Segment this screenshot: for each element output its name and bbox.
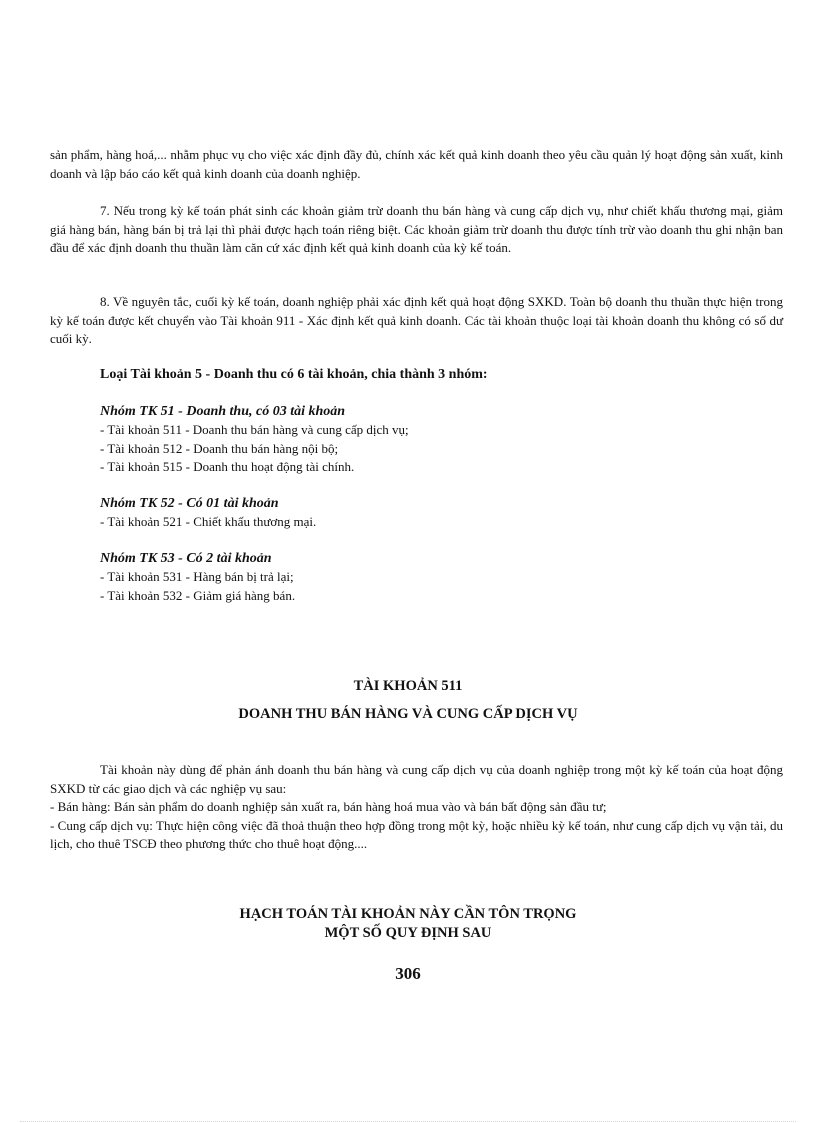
- group-item: - Tài khoản 511 - Doanh thu bán hàng và cung cấp dịch vụ;: [100, 422, 409, 438]
- group-item: - Tài khoản 515 - Doanh thu hoạt động tài chính.: [100, 458, 355, 474]
- paragraph-7-block: [50, 202, 783, 258]
- group-53: [100, 550, 790, 605]
- service-item: - Cung cấp dịch vụ: Thực hiện công việc đã thoả thuận theo hợp đồng trong một kỳ, hoặc nhiều kỳ kế toán, như cung cấp dịch vụ vận tải, du lịch, cho thuê TSCĐ theo phương thức cho thuê hoạt động....: [50, 817, 783, 851]
- group-item: - Tài khoản 521 - Chiết khấu thương mại.: [100, 514, 317, 530]
- account-description-block: [50, 761, 783, 854]
- group-item: - Tài khoản 531 - Hàng bán bị trả lại;: [100, 569, 294, 585]
- group-item: - Tài khoản 512 - Doanh thu bán hàng nội bộ;: [100, 440, 339, 456]
- group-item: - Tài khoản 532 - Giảm giá hàng bán.: [100, 587, 296, 603]
- account-type-heading: Loại Tài khoản 5 - Doanh thu có 6 tài khoản, chia thành 3 nhóm:: [100, 367, 488, 382]
- page-bottom-divider: [20, 1121, 796, 1122]
- intro-paragraph-block: [50, 146, 783, 183]
- group-51: [100, 403, 790, 476]
- account-title: TÀI KHOẢN 511: [353, 678, 463, 694]
- account-type-heading-block: [100, 366, 790, 384]
- sales-item: - Bán hàng: Bán sản phẩm do doanh nghiệp sản xuất ra, bán hàng hoá mua vào và bán bất động sản đầu tư;: [50, 799, 607, 814]
- intro-paragraph: sản phẩm, hàng hoá,... nhằm phục vụ cho việc xác định đầy đủ, chính xác kết quả kinh doanh theo yêu cầu quản lý hoạt động sản xuất, kinh doanh và lập báo cáo kết quả kinh doanh của doanh nghiệp.: [50, 147, 783, 181]
- paragraph-7: 7. Nếu trong kỳ kế toán phát sinh các khoản giảm trừ doanh thu bán hàng và cung cấp dịch vụ, như chiết khấu thương mại, giảm giá hàng bán, hàng bán bị trả lại thì phải được hạch toán riêng biệt. Các khoản giảm trừ doanh thu được tính trừ vào doanh thu ghi nhận ban đầu để xác định doanh thu thuần làm căn cứ xác định kết quả kinh doanh của kỳ kế toán.: [50, 203, 783, 255]
- rules-heading-line2: MỘT SỐ QUY ĐỊNH SAU: [324, 925, 492, 941]
- page-number: 306: [395, 964, 421, 983]
- group-52: [100, 495, 790, 532]
- rules-heading-line1: HẠCH TOÁN TÀI KHOẢN NÀY CẦN TÔN TRỌNG: [239, 906, 577, 922]
- group-title: Nhóm TK 53 - Có 2 tài khoản: [100, 551, 272, 566]
- paragraph-8: 8. Về nguyên tắc, cuối kỳ kế toán, doanh nghiệp phải xác định kết quả hoạt động SXKD. Toàn bộ doanh thu thuần thực hiện trong kỳ kế toán được kết chuyển vào Tài khoản 911 - Xác định kết quả kinh doanh. Các tài khoản thuộc loại tài khoản doanh thu không có số dư cuối kỳ.: [50, 294, 783, 346]
- paragraph-8-block: [50, 293, 783, 349]
- account-subtitle: DOANH THU BÁN HÀNG VÀ CUNG CẤP DỊCH VỤ: [238, 706, 578, 722]
- group-title: Nhóm TK 51 - Doanh thu, có 03 tài khoản: [100, 404, 346, 419]
- group-title: Nhóm TK 52 - Có 01 tài khoản: [100, 496, 279, 511]
- account-description: Tài khoản này dùng để phản ánh doanh thu bán hàng và cung cấp dịch vụ của doanh nghiệp trong một kỳ kế toán của hoạt động SXKD từ các giao dịch và các nghiệp vụ sau:: [50, 762, 783, 796]
